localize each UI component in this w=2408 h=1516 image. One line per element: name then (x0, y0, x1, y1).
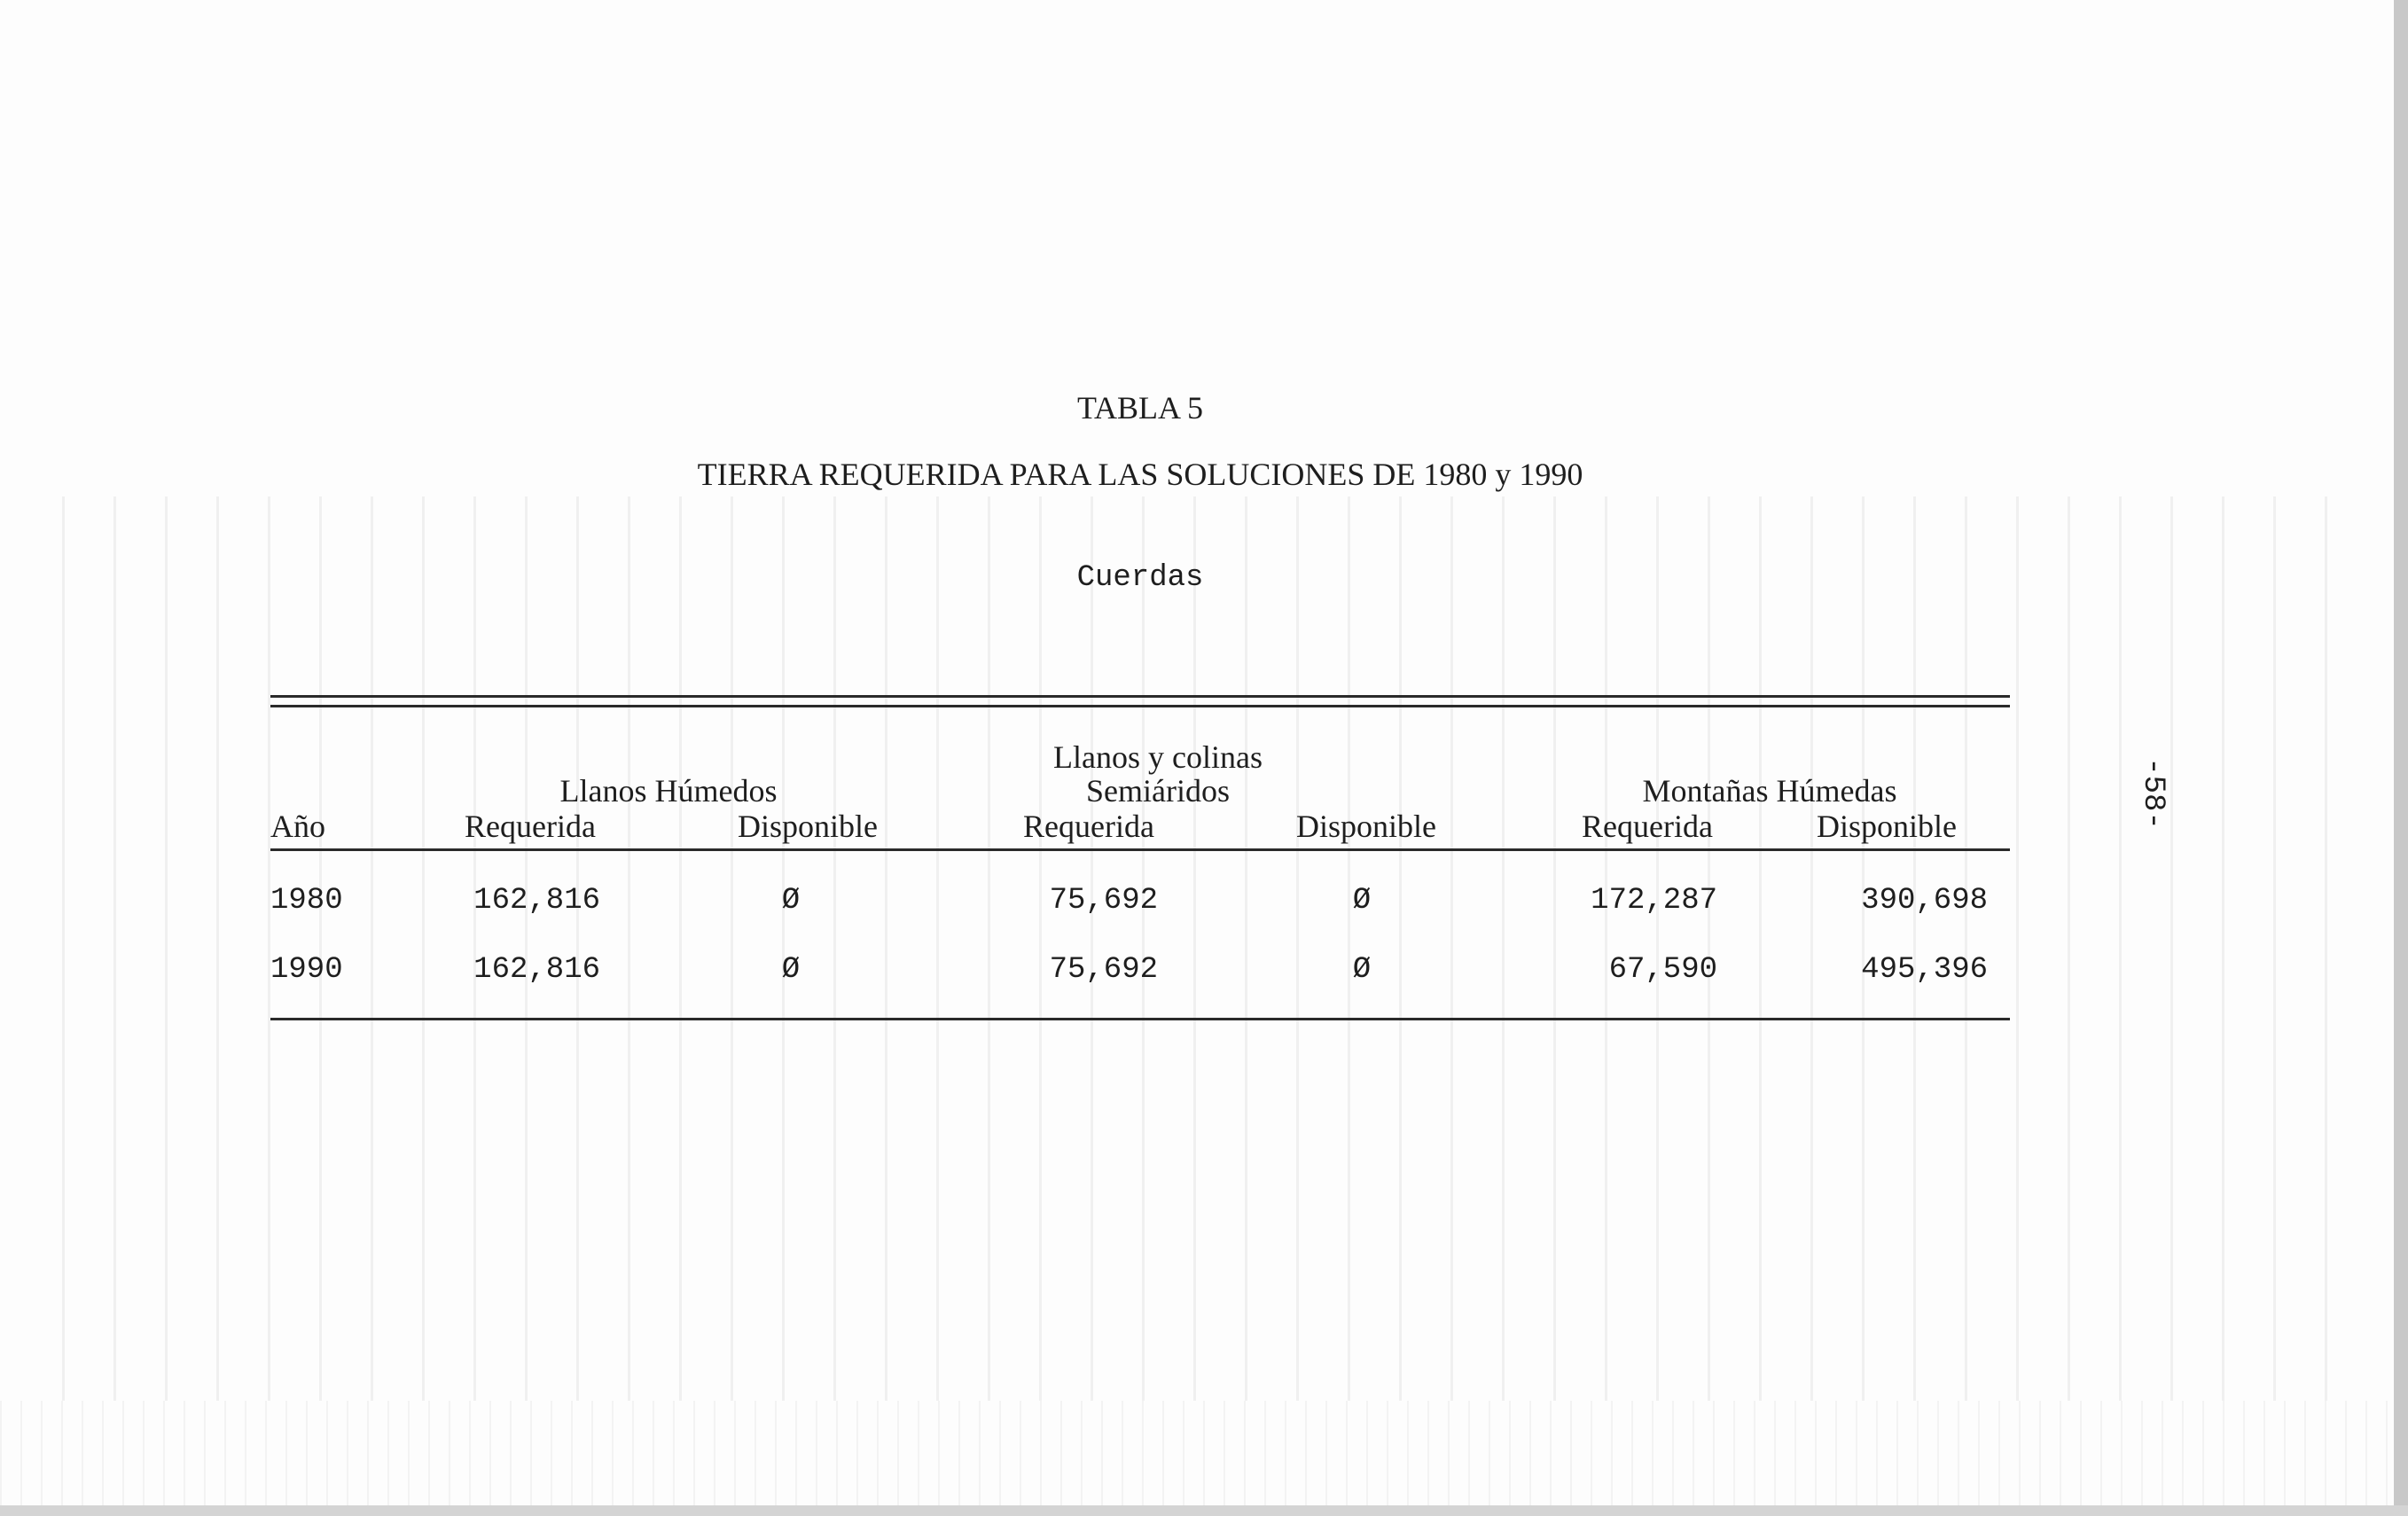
column-header-mont-available: Disponible (1817, 809, 1957, 844)
cell-llanos-required: 162,816 (473, 953, 600, 987)
scan-edge-right (2394, 0, 2408, 1516)
cell-llanos-required: 162,816 (473, 884, 600, 918)
column-header-year: Año (270, 809, 325, 844)
column-header-semi-available: Disponible (1296, 809, 1436, 844)
table-label: TABLA 5 (1076, 390, 1204, 426)
top-double-rule-2 (270, 705, 2010, 707)
cell-llanos-available: Ø (781, 953, 801, 987)
group-header-llanos-colinas-line1: Llanos y colinas (1053, 739, 1263, 775)
cell-mont-required: 67,590 (1608, 953, 1717, 987)
table-unit: Cuerdas (1076, 561, 1204, 595)
column-header-semi-required: Requerida (1023, 809, 1154, 844)
bottom-rule (270, 1018, 2010, 1020)
cell-mont-available: 495,396 (1861, 953, 1988, 987)
column-header-mont-required: Requerida (1582, 809, 1713, 844)
top-double-rule-1 (270, 695, 2010, 698)
column-header-llanos-required: Requerida (465, 809, 596, 844)
page-number: -58- (2136, 757, 2170, 830)
cell-year: 1980 (270, 884, 343, 918)
cell-llanos-available: Ø (781, 884, 801, 918)
bottom-bleed-through (0, 1401, 2394, 1505)
header-rule (270, 848, 2010, 851)
scan-edge-bottom (0, 1505, 2408, 1516)
group-header-montanas-humedas: Montañas Húmedas (1642, 773, 1897, 809)
cell-semi-required: 75,692 (1049, 884, 1158, 918)
reverse-side-bleed-through (62, 496, 2332, 1401)
cell-mont-available: 390,698 (1861, 884, 1988, 918)
group-header-llanos-humedos: Llanos Húmedos (559, 773, 778, 809)
column-header-llanos-available: Disponible (738, 809, 878, 844)
cell-year: 1990 (270, 953, 343, 987)
cell-semi-available: Ø (1352, 953, 1372, 987)
cell-mont-required: 172,287 (1591, 884, 1717, 918)
group-header-llanos-colinas-line2: Semiáridos (1086, 773, 1230, 809)
cell-semi-available: Ø (1352, 884, 1372, 918)
cell-semi-required: 75,692 (1049, 953, 1158, 987)
table-title: TIERRA REQUERIDA PARA LAS SOLUCIONES DE 1980 y 1990 (697, 457, 1583, 492)
